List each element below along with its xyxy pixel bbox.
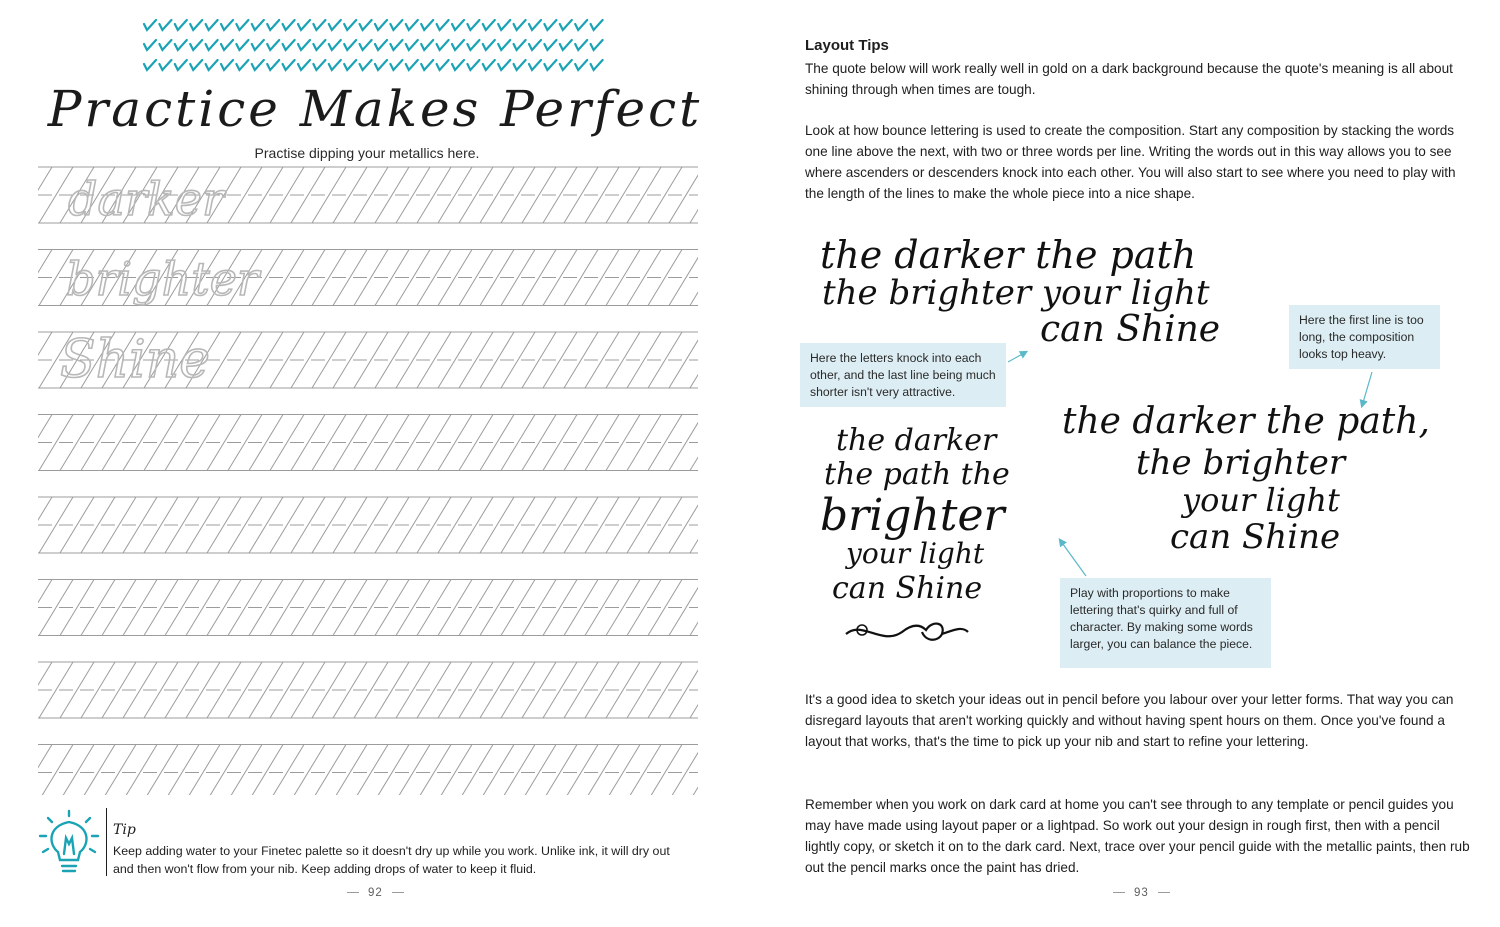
lettering-c-line-3: your light [1182, 481, 1340, 519]
paragraph-dark-card: Remember when you work on dark card at home you can't see through to any template or pencil guides you may have made using layout paper or a lightpad. So work out your design in rough first, then with a pencil lightly copy, or sketch it on to the dark card. Next, trace over your pencil guide with the metallic paints, then rub out the pencil marks once the paint has dried. [805, 797, 1470, 875]
page-number-left: 92 [338, 887, 413, 899]
ghost-word-darker: darker [68, 172, 224, 226]
tip-heading: Tip [113, 822, 136, 838]
page-title: Practice Makes Perfect [47, 80, 703, 138]
lettering-a-line-1: the darker the path [820, 233, 1197, 277]
page-subtitle: Practise dipping your metallics here. [254, 145, 480, 161]
callout-knocking-letters: Here the letters knock into each other, and the last line being much shorter isn't very attractive. [800, 343, 1006, 407]
lettering-b-line-3: brighter [820, 490, 1005, 541]
tip-divider [106, 808, 107, 876]
lettering-c-line-1: the darker the path, [1062, 401, 1430, 442]
lettering-b-line-2: the path the [824, 457, 1010, 492]
practice-guide-sheet [38, 165, 698, 795]
right-page [750, 0, 1500, 927]
lightbulb-icon [36, 808, 102, 878]
lettering-c-line-2: the brighter [1136, 443, 1346, 483]
decorative-brush-strokes [140, 14, 610, 76]
ghost-word-shine: Shine [60, 330, 211, 390]
paragraph-sketch: It's a good idea to sketch your ideas out in pencil before you labour over your letter forms. That way you can disregard layouts that aren't working quickly and without having spent hours on them. Once you've found a layout that works, that's the time to pick up your nib and start to refine your lettering. [805, 692, 1454, 749]
page-number-right: 93 [1104, 887, 1179, 899]
paragraph-intro: The quote below will work really well in gold on a dark background because the quote's meaning is all about shining through when times are tough. [805, 61, 1453, 97]
lettering-b-line-1: the darker [836, 423, 997, 458]
lettering-c-line-4: can Shine [1170, 517, 1341, 557]
lettering-b-line-5: can Shine [832, 571, 983, 606]
section-heading: Layout Tips [805, 37, 889, 54]
callout-proportions: Play with proportions to make lettering that's quirky and full of character. By making some words larger, you can balance the piece. [1060, 578, 1271, 668]
tip-body: Keep adding water to your Finetec palette so it doesn't dry up while you work. Unlike ink, it will dry out and then won't flow from your nib. Keep adding drops of water to keep it fluid. [113, 844, 670, 876]
paragraph-composition: Look at how bounce lettering is used to create the composition. Start any composition by stacking the words one line above the next, with two or three words per line. Writing the words out in this way allows you to see where ascenders or descenders knock into each other. You will also start to see where you need to play with the length of the lines to make the whole piece into a nice shape. [805, 123, 1456, 201]
callout-top-heavy: Here the first line is too long, the composition looks top heavy. [1289, 305, 1440, 369]
flourish-ornament [842, 610, 972, 650]
lettering-a-line-3: can Shine [1040, 309, 1221, 350]
lettering-b-line-4: your light [846, 537, 985, 570]
lettering-a-line-2: the brighter your light [822, 273, 1210, 313]
ghost-word-brighter: brighter [66, 252, 259, 306]
